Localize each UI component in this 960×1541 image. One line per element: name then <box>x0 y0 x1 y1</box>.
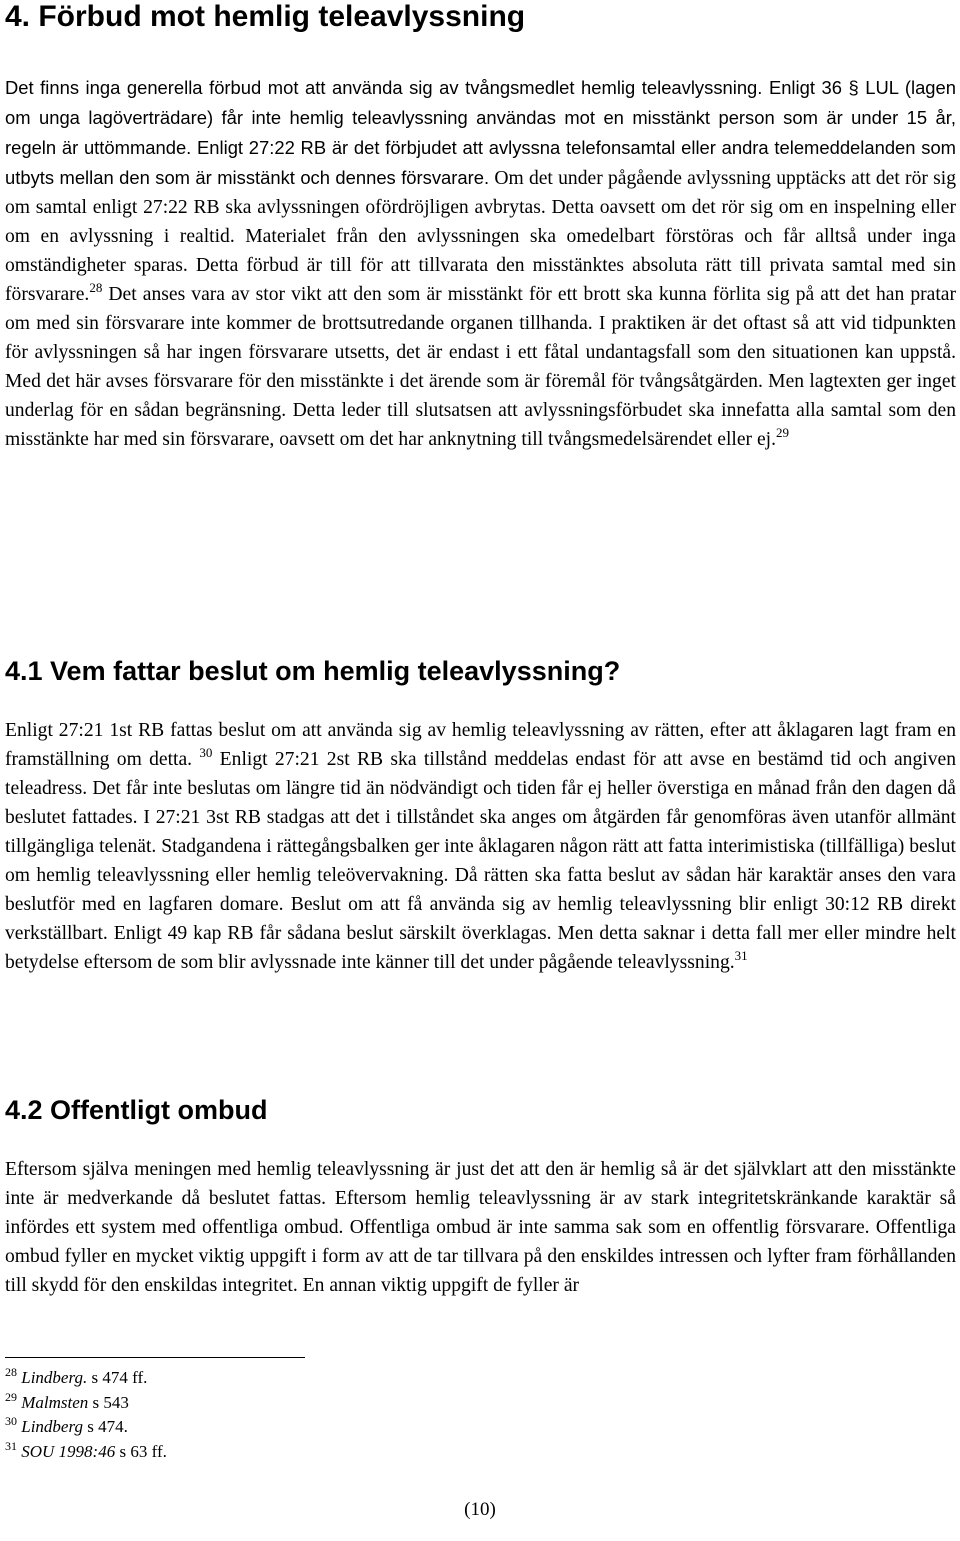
footnote-pages: s 474 ff. <box>87 1368 148 1387</box>
section-4-1-heading: 4.1 Vem fattar beslut om hemlig teleavlyssning? <box>5 656 621 686</box>
footnote-list <box>5 1366 167 1464</box>
section-4-2-paragraph: Eftersom själva meningen med hemlig teleavlyssning är just det att den är hemlig så är det självklart att den misstänkte inte är medverkande då beslutet fattas. Eftersom hemlig teleavlyssning är av stark integritetskränkande karaktär så infördes ett system med offentliga ombud. Offentliga ombud är inte samma sak som en offentlig försvarare. Offentliga ombud fyller en mycket viktig uppgift i form av att de tar tillvara på den enskildes intressen och lyfter fram förhållanden till skydd för den enskildas integritet. En annan viktig uppgift de fyller är <box>5 1159 956 1296</box>
section-4-text-lead: Det finns inga generella förbud mot att använda sig av tvångsmedlet hemlig teleavlyssning. Enligt 36 § LUL (lagen om unga lagöverträdare) får inte hemlig teleavlyssning användas mot en misstänkt person som är under 15 år, regeln är uttömmande. Enligt 27:22 RB är det förbjudet att avlyssna telefonsamtal eller andra telemeddelanden som utbyts mellan den som är misstänkt och dennes försvarare. <box>5 77 956 188</box>
page-number: (10) <box>464 1499 496 1520</box>
footnote-separator <box>5 1357 305 1358</box>
footnote-28 <box>5 1366 167 1391</box>
footnote-pages: s 543 <box>88 1392 129 1412</box>
footnote-source: Lindberg. <box>21 1368 88 1387</box>
footnote-pages: s 63 ff. <box>115 1441 167 1461</box>
section-4-2-heading: 4.2 Offentligt ombud <box>5 1095 268 1125</box>
footnote-ref-28[interactable]: 28 <box>89 280 103 295</box>
section-4-text-b: Det anses vara av stor vikt att den som är misstänkt för ett brott ska kunna förlita sig på att det han pratar om med sin försvarare inte kommer de brottsutredande organen tillhanda. I praktiken är det oftast så att vid tidpunkten för avlyssningen så har ingen försvarare utsetts, det är endast i ett fåtal undantagsfall som den situationen kan uppstå. Med det här avses försvarare för den misstänkte i det ärende som är föremål för tvångsåtgärden. Men lagtexten ger inget underlag för en sådan begränsning. Detta leder till slutsatsen att avlyssningsförbudet ska innefatta alla samtal som den misstänkte har med sin försvarare, oavsett om det har anknytning till tvångsmedelsärendet eller ej. <box>5 284 956 450</box>
footnote-pages: s 474. <box>82 1417 128 1436</box>
footnote-ref-31[interactable]: 31 <box>734 948 748 963</box>
footnote-number: 30 <box>5 1414 17 1428</box>
section-4-1-paragraph <box>5 716 956 977</box>
footnote-number: 31 <box>5 1438 17 1453</box>
section-4-paragraph <box>5 73 956 454</box>
section-4-text-a: Om det under pågående avlyssning upptäcks att det rör sig om samtal enligt 27:22 RB ska avlyssningen ofördröjligen avbrytas. Detta oavsett om det rör sig om en inspelning eller om en avlyssning i realtid. Materialet från den avlyssningen ska omedelbart förstöras och får alltså under inga omständigheter sparas. Detta förbud är till för att tillvarata den misstänktes absoluta rätt till privata samtal med sin försvarare. <box>5 168 956 305</box>
footnote-number: 28 <box>5 1365 17 1379</box>
section-4-1-text-b: Enligt 27:21 2st RB ska tillstånd meddelas endast för att avse en bestämd tid och angiven teleadress. Det får inte beslutas om längre tid än nödvändigt och tiden får ej heller överstiga en månad från den dagen då beslutet fattades. I 27:21 3st RB stadgas att det i tillståndet ska anges om åtgärden får genomföras även utanför allmänt tillgängliga telenät. Stadgandena i rättegångsbalken ger inte åklagaren någon rätt att fatta interimistiska (tillfälliga) beslut om hemlig teleavlyssning eller hemlig teleövervakning. Då rätten ska fatta beslut av sådan här karaktär anses den vara beslutför med en lagfaren domare. Beslut om att få använda sig av hemlig teleavlyssning blir enligt 30:12 RB direkt verkställbart. Enligt 49 kap RB får sådana beslut särskilt överklagas. Men detta saknar i detta fall mer eller mindre helt betydelse eftersom de som blir avlyssnade inte känner till det under pågående teleavlyssning. <box>5 749 957 973</box>
footnote-source: Lindberg <box>21 1417 83 1436</box>
footnote-source: SOU 1998:46 <box>21 1441 116 1461</box>
footnote-ref-29[interactable]: 29 <box>776 425 789 440</box>
section-4-heading: 4. Förbud mot hemlig teleavlyssning <box>5 0 526 33</box>
section-4-1-text-a: Enligt 27:21 1st RB fattas beslut om att använda sig av hemlig teleavlyssning av rätten, efter att åklagaren lagt fram en framställning om detta. <box>5 720 956 770</box>
footnote-31 <box>5 1440 167 1465</box>
footnote-source: Malmsten <box>21 1392 89 1412</box>
footnote-ref-30[interactable]: 30 <box>199 745 213 760</box>
footnote-29 <box>5 1391 167 1416</box>
footnote-30 <box>5 1415 167 1440</box>
footnote-number: 29 <box>5 1389 17 1404</box>
